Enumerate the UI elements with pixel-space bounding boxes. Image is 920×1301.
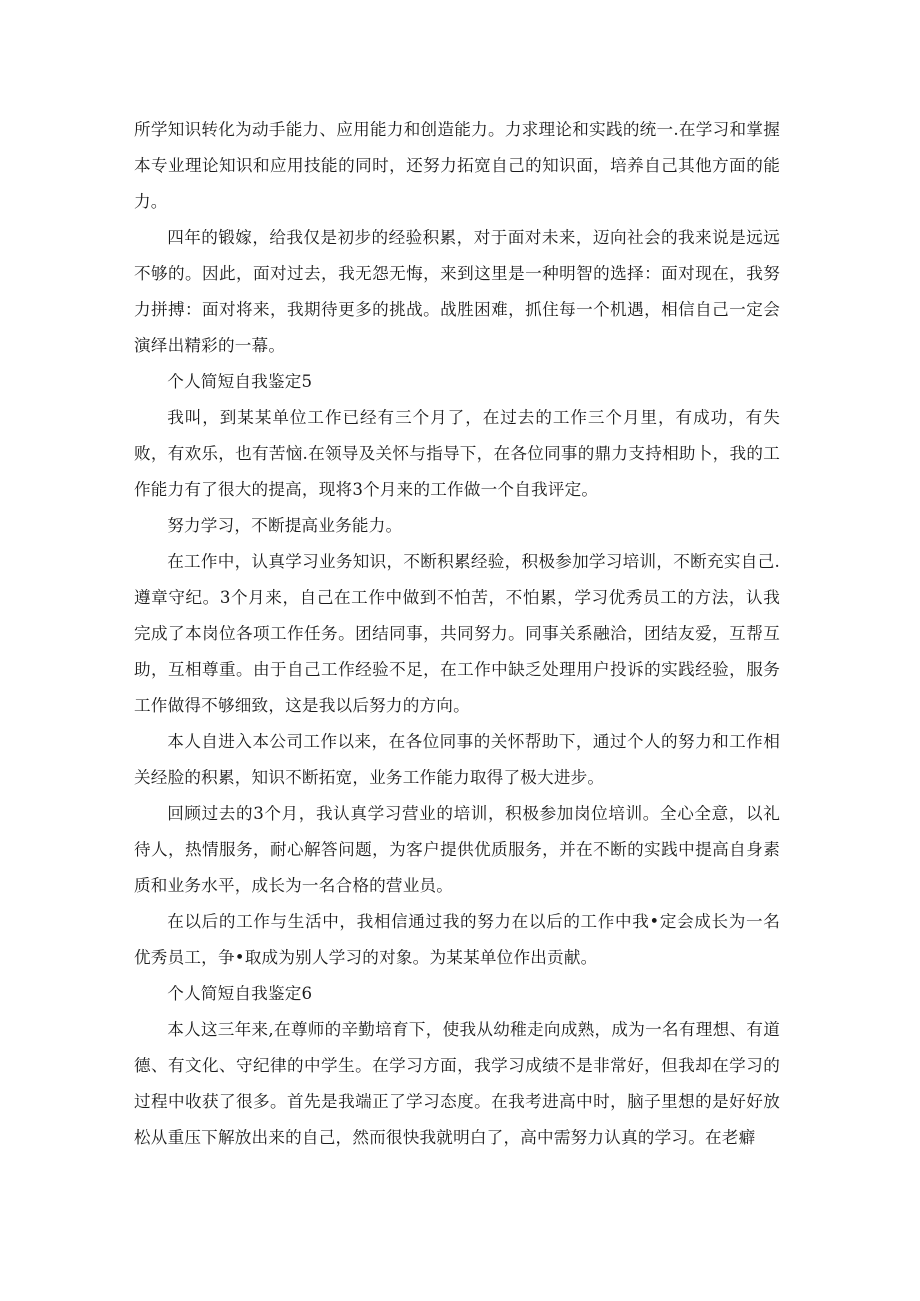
section-heading-5: 个人简短自我鉴定5 — [167, 372, 313, 391]
paragraph-4: 努力学习，不断提高业务能力。 — [167, 516, 403, 535]
document-body — [134, 112, 780, 1156]
paragraph-7: 回顾过去的3个月，我认真学习营业的培训，积极参加岗位培训。全心全意，以礼待人，热情服务，耐心解答问题，为客户提供优质服务，并在不断的实践中提高自身素质和业务水平，成长为一名合格的营业员。 — [134, 804, 780, 895]
paragraph-3: 我叫，到某某单位工作已经有三个月了，在过去的工作三个月里，有成功，有失败，有欢乐，也有苦恼.在领导及关怀与指导下，在各位同事的鼎力支持相助卜，我的工作能力有了很大的提高，现将3个月来的工作做一个自我评定。 — [134, 408, 780, 499]
paragraph-6: 本人自进入本公司工作以来，在各位同事的关怀帮助下，通过个人的努力和工作相关经脸的积累，知识不断拓宽，业务工作能力取得了极大进步。 — [134, 732, 780, 787]
section-heading-6: 个人简短自我鉴定6 — [167, 984, 313, 1003]
paragraph-5: 在工作中，认真学习业务知识，不断积累经验，积极参加学习培训，不断充实自己.遵章守纪。3个月来，自己在工作中做到不怕苦，不怕累，学习优秀员工的方法，认我完成了本岗位各项工作任务。团结同事，共同努力。同事关系融洽，团结友爱，互帮互助，互相尊重。由于自己工作经验不足，在工作中缺乏处理用户投诉的实践经验，服务工作做得不够细致，这是我以后努力的方向。 — [134, 552, 780, 715]
paragraph-1: 所学知识转化为动手能力、应用能力和创造能力。力求理论和实践的统一.在学习和掌握本专业理论知识和应用技能的同时，还努力拓宽自己的知识面，培养自己其他方面的能力。 — [134, 120, 780, 211]
paragraph-9: 本人这三年来,在尊师的辛勤培育下，使我从幼稚走向成熟，成为一名有理想、有道德、有文化、守纪律的中学生。在学习方面，我学习成绩不是非常好，但我却在学习的过程中收获了很多。首先是我端正了学习态度。在我考进高中时，脑子里想的是好好放松从重压下解放出来的自己，然而很快我就明白了，高中需努力认真的学习。在老癖 — [134, 1020, 780, 1147]
paragraph-2: 四年的锻嫁，给我仅是初步的经验积累，对于面对未来，迈向社会的我来说是远远不够的。因此，面对过去，我无怨无悔，来到这里是一种明智的选择：面对现在，我努力拼搏：面对将来，我期待更多的挑战。战胜困难，抓住每一个机遇，相信自己一定会演绎出精彩的一幕。 — [134, 228, 780, 355]
paragraph-8: 在以后的工作与生活中，我相信通过我的努力在以后的工作中我•定会成长为一名优秀员工，争•取成为别人学习的对象。为某某单位作出贡献。 — [134, 912, 780, 967]
